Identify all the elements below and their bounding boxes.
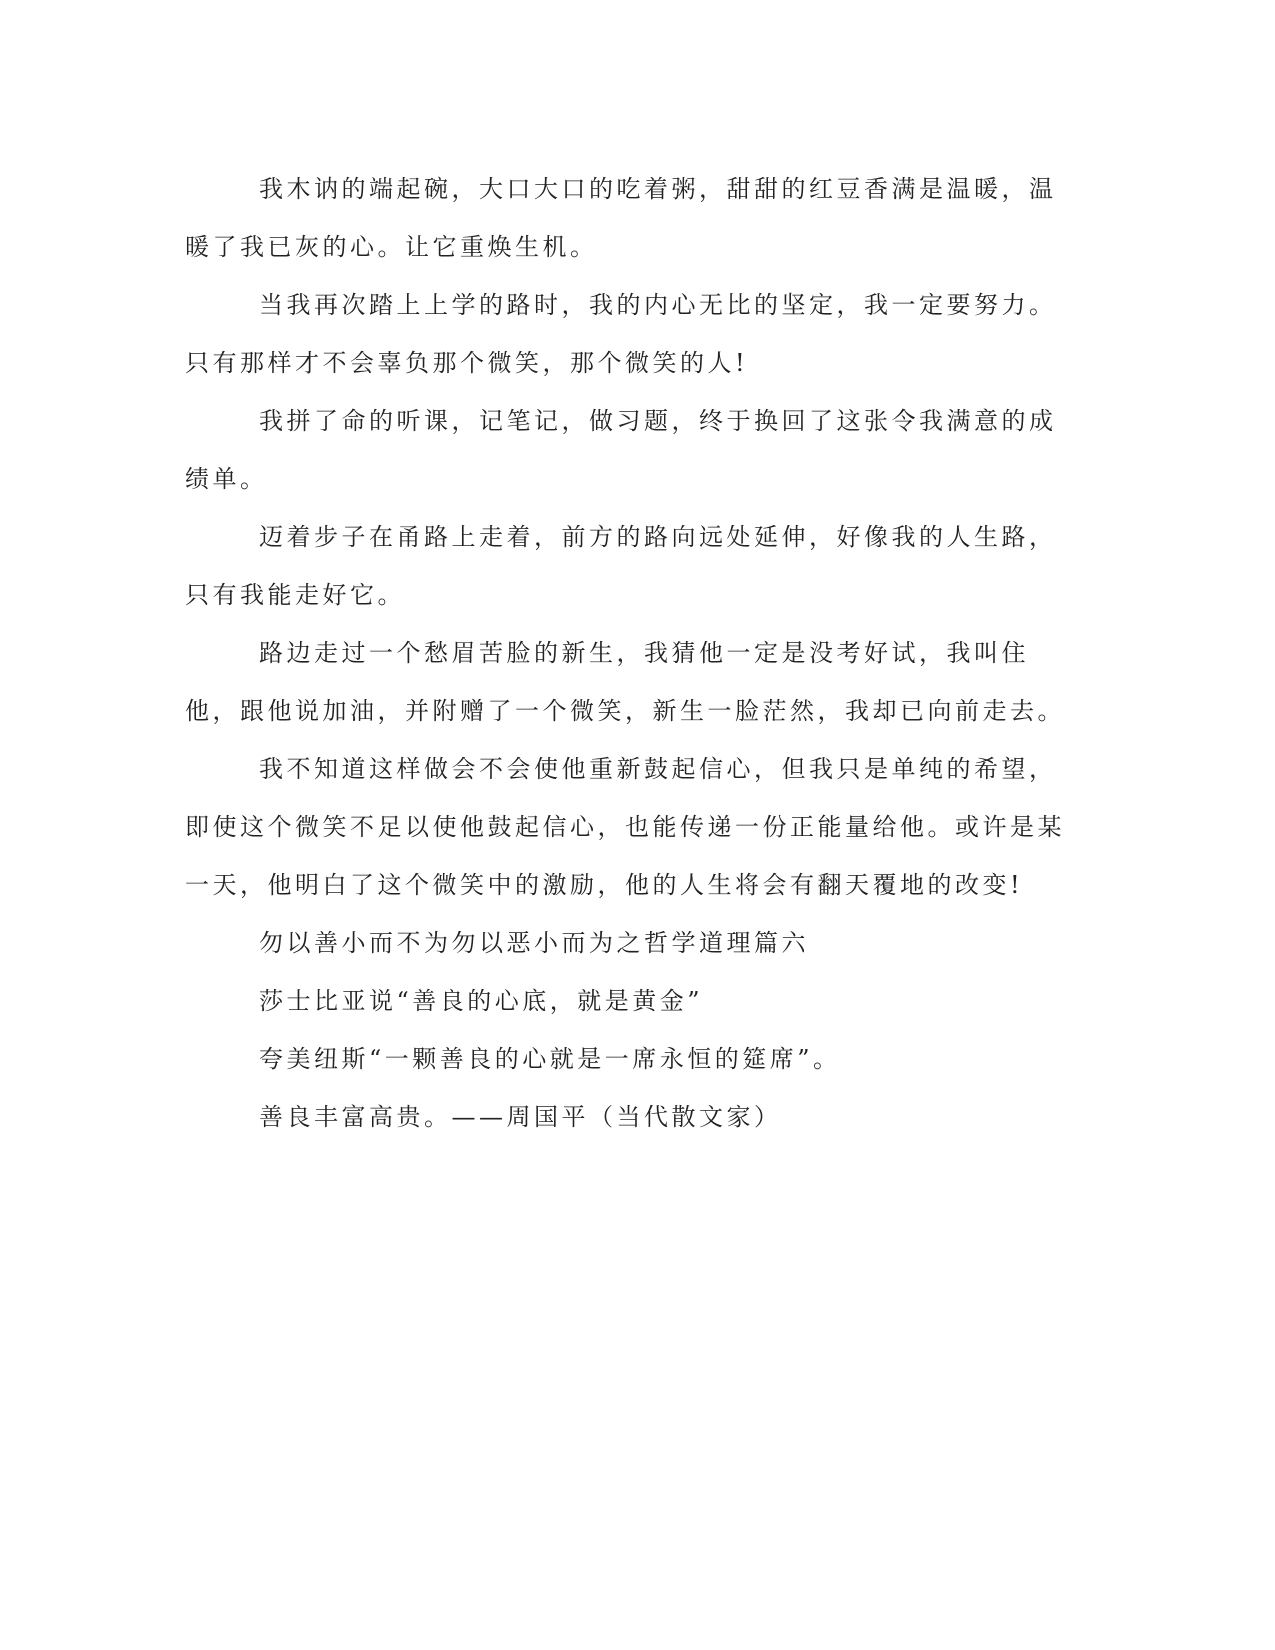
quote-line: 莎士比亚说“善良的心底，就是黄金” — [259, 987, 704, 1015]
quote-line: 善良丰富高贵。——周国平（当代散文家） — [259, 1103, 782, 1131]
section-heading: 勿以善小而不为勿以恶小而为之哲学道理篇六 — [259, 929, 809, 957]
paragraph: 迈着步子在甬路上走着，前方的路向远处延伸，好像我的人生路，只有我能走好它。 — [185, 523, 1057, 609]
quote-line: 夸美纽斯“一颗善良的心就是一席永恒的筵席”。 — [259, 1045, 841, 1073]
paragraph: 我不知道这样做会不会使他重新鼓起信心，但我只是单纯的希望，即使这个微笑不足以使他鼓起信心，也能传递一份正能量给他。或许是某一天，他明白了这个微笑中的激励，他的人生将会有翻天覆地的改变! — [185, 755, 1065, 899]
document-body — [185, 160, 1070, 1146]
paragraph: 我拼了命的听课，记笔记，做习题，终于换回了这张令我满意的成绩单。 — [185, 407, 1057, 493]
paragraph: 当我再次踏上上学的路时，我的内心无比的坚定，我一定要努力。只有那样才不会辜负那个微笑，那个微笑的人! — [185, 291, 1057, 377]
paragraph: 我木讷的端起碗，大口大口的吃着粥，甜甜的红豆香满是温暖，温暖了我已灰的心。让它重焕生机。 — [185, 175, 1057, 261]
paragraph: 路边走过一个愁眉苦脸的新生，我猜他一定是没考好试，我叫住他，跟他说加油，并附赠了一个微笑，新生一脸茫然，我却已向前走去。 — [185, 639, 1065, 725]
